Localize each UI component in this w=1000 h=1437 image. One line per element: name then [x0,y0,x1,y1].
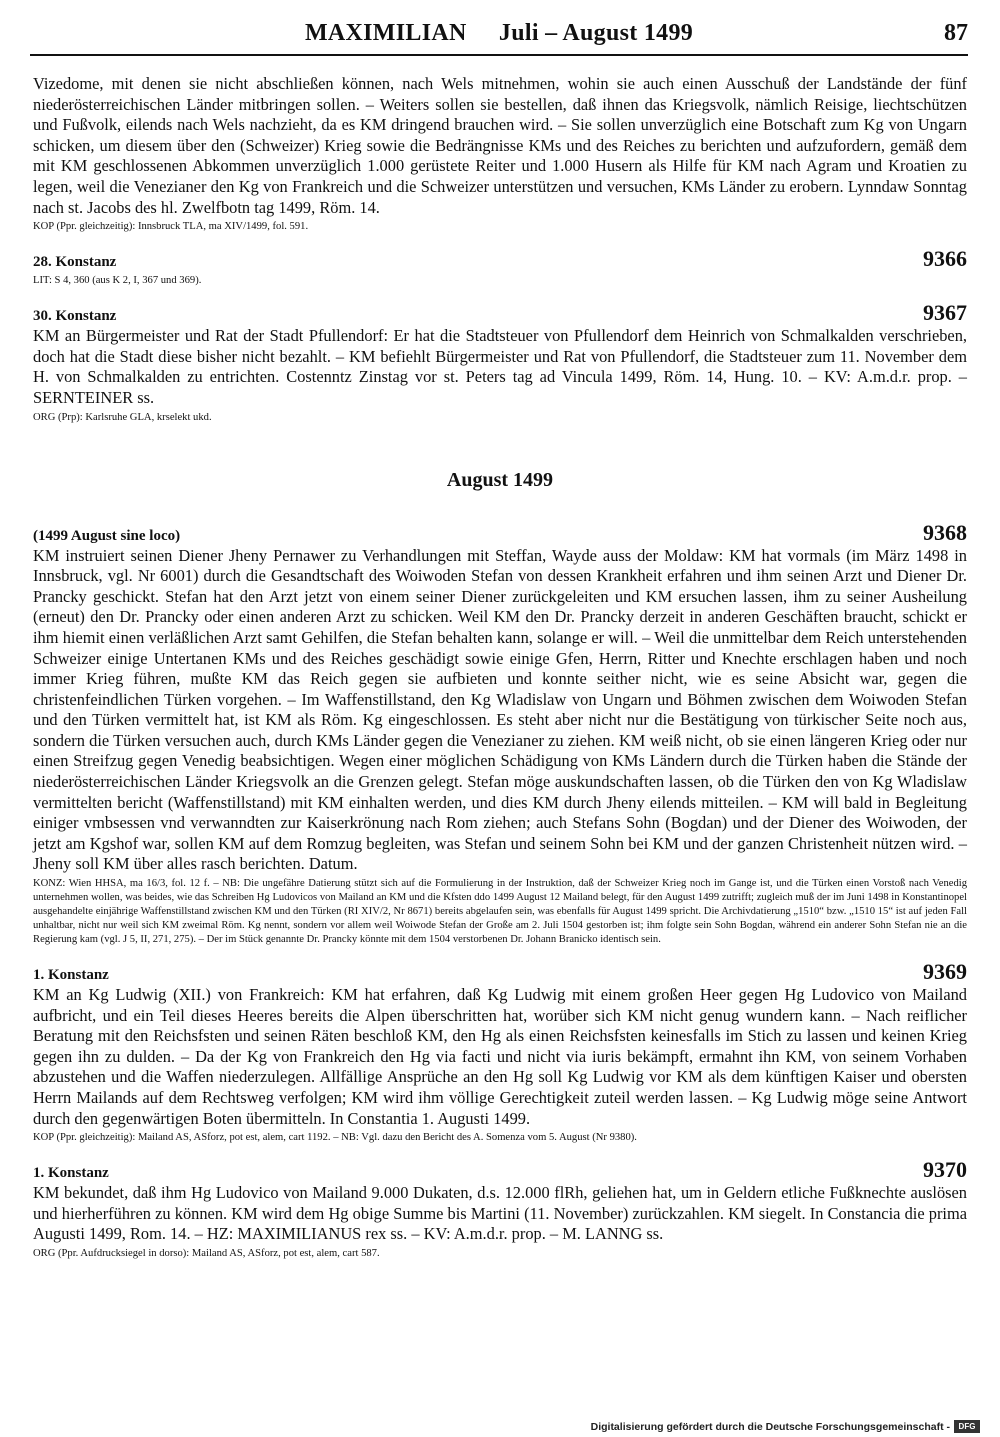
entry-source-9369: KOP (Ppr. gleichzeitig): Mailand AS, ASforz, pot est, alem, cart 1192. – NB: Vgl. dazu den Bericht des A. Somenza vom 5. August (Nr 9380). [33,1132,637,1144]
entry-number: 9367 [923,300,967,326]
entry-text-9368: KM instruiert seinen Diener Jheny Pernawer zu Verhandlungen mit Steffan, Wayde auss der Moldaw: KM hat vormals (im März 1498 in Innsbruck, vgl. Nr 6001) durch die Gesandtschaft des Woiwoden Stefan von dessen Krankheit erfahren und ihm seinen Arzt und Diener Dr. Prancky geschickt. Stefan hat den Arzt jetzt von einem seiner Diener zurückgeleiten und KM ersuchen lassen, ihm zu seiner Ausheilung (erneut) den Dr. Prancky oder einen anderen Arzt zu schicken. Weil KM den Dr. Prancky derzeit in anderen Geschäften braucht, schickt er ihm hiemit einen verläßlichen Arzt samt Gehilfen, die Stefan behalten kann, solange er will. – Weil die unmittelbar dem Reich unterstehenden Schweizer einige Untertanen KMs und des Reiches geschädigt sowie einige Gfen, Herrn, Ritter und Knechte erschlagen haben und noch immer Krieg führen, mußte KM das Reich gegen sie aufbieten und konnte seither nicht, wie es seine Absicht war, gegen die christenfeindlichen Türken vorgehen. – Im Waffenstillstand, den Kg Wladislaw von Ungarn und Böhmen zwischen dem Woiwoden Stefan und den Türken vermittelt hat, ist KM als Röm. Kg eingeschlossen. Es steht aber nicht nur die Bestätigung von türkischer Seite noch aus, sondern die Türken versuchen auch, durch KMs Länder gegen die Venezianer zu ziehen. KM weiß nicht, ob sie einen längeren Krieg oder nur einen Streifzug gegen Venedig beabsichtigen. Wegen einer möglichen Schädigung von KMs Ländern durch die Türken haben die Stände der niederösterreichischen Länder Kriegsvolk an die Grenzen gelegt. Stefan möge auskundschaften lassen, ob die Türken den von Kg Wladislaw vermittelten bericht (Waffenstillstand) mit KM einhalten werden, und dies KM durch Jheny eilends mitteilen. – KM will bald in Begleitung einiger vmbsessen vnd verwanndten zur Kaiserkrönung nach Rom ziehen; auch Stefans Sohn (Bogdan) und der Diener des Woiwoden, der jetzt am Kgshof war, sollen KM auf dem Romzug begleiten, was Stefan und seinem Sohn bei KM und der ganzen Christenheit nützen wird. – Jheny soll KM über alles rasch berichten. Datum. [33,545,967,874]
continuation-text: Vizedome, mit denen sie nicht abschließen können, nach Wels mitnehmen, wohin sie auch einen Ausschuß der Landstände der fünf niederösterreichischen Länder mitbringen sollen. – Weiters sollen sie bestellen, daß ihnen das Kriegsvolk, nämlich Reisige, liechtschützen und Fußvolk, eilends nach Wels nachzieht, da es KM dringend brauchen wird. – Sie sollen unverzüglich eine Botschaft zum Kg von Ungarn schicken, um diesem über den (Schweizer) Krieg sowie die Bedrängnisse KMs und des Reiches zu berichten und aufzufordern, gemäß dem mit KM geschlossenen Abkommen unverzüglich 1.000 gerüstete Reiter und 1.000 Husern als Hilfe für KM nach Agram und Kroatien zu legen, weil die Venezianer den Kg von Frankreich und die Schweizer unterstützen und versuchen, KMs Länder zu erobern. Lynndaw Sonntag nach st. Jacobs des hl. Zwelfbotn tag 1499, Röm. 14. [33,74,967,217]
running-header [30,20,968,56]
entry-place: 28. Konstanz [33,254,117,271]
entry-source-9368: KONZ: Wien HHSA, ma 16/3, fol. 12 f. – NB: Die ungefähre Datierung stützt sich auf die Formulierung in der Instruktion, daß der Schweizer Krieg noch im Gange ist, und die Türken einen Vorstoß nach Venedig unternehmen wollen, was beides, wie das Schreiben Hg Ludovicos von Mailand an KM und die Kfsten ddo 1499 August 12 Mailand belegt, für den August 1499 zutrifft; zugleich muß der im Juni 1498 in Konstantinopel ausgehandelte einjährige Waffenstillstand zwischen KM und den Türken (RI XIV/2, Nr 8671) bereits abgelaufen sein, was ebenfalls für August 1499 spricht. Die Archivdatierung „1510“ bzw. „1510 15“ ist auf jeden Fall unhaltbar, nicht nur weil sich KM zweimal Röm. Kg nennt, sondern vor allem weil Woiwode Stefan der Große am 2. Juli 1504 gestorben ist; ihm folgte sein Sohn Bogdan, während ein anderer Sohn Stefan nie an die Regierung kam (vgl. J 5, II, 271, 275). – Der im Stück genannte Dr. Prancky könnte mit dem 1504 verstorbenen Dr. Johann Branicko identisch sein. [33,878,967,946]
entry-number: 9370 [923,1157,967,1183]
entry-number: 9368 [923,519,967,545]
entry-place: (1499 August sine loco) [33,527,181,544]
entry-header-9367 [33,300,967,326]
footer-text: Digitalisierung gefördert durch die Deutsche Forschungsgemeinschaft - [590,1420,950,1433]
entry-number: 9366 [923,246,967,272]
entry-place: 30. Konstanz [33,308,117,325]
entry-header-9366 [33,246,967,272]
entry-place: 1. Konstanz [33,967,109,984]
entry-place: 1. Konstanz [33,1165,109,1182]
entry-header-9369 [33,959,967,985]
footer-credit [591,1420,980,1433]
main-column [33,74,967,1261]
entry-header-9368 [33,520,967,546]
header-subtitle: Juli – August 1499 [498,20,694,46]
dfg-logo-icon: DFG [954,1420,980,1433]
entry-source-9370: ORG (Ppr. Aufdrucksiegel in dorso): Mailand AS, ASforz, pot est, alem, cart 587. [33,1247,380,1259]
continuation-source: KOP (Ppr. gleichzeitig): Innsbruck TLA, ma XIV/1499, fol. 591. [33,221,309,233]
month-heading: August 1499 [446,468,554,491]
header-main-title: MAXIMILIAN [304,20,467,46]
header-title [30,20,968,47]
entry-text-9370: KM bekundet, daß ihm Hg Ludovico von Mailand 9.000 Dukaten, d.s. 12.000 flRh, geliehen hat, um in Geldern etliche Fußknechte auslösen und hierherführen zu können. KM wird dem Hg obige Summe bis Martini (11. November) zurückzahlen. KM siegelt. In Constancia die prima Augusti 1499, Rom. 14. – HZ: MAXIMILIANUS rex ss. – KV: A.m.d.r. prop. – M. LANNG ss. [33,1183,967,1244]
entry-text-9369: KM an Kg Ludwig (XII.) von Frankreich: KM hat erfahren, daß Kg Ludwig mit einem großen Heer gegen Hg Ludovico von Mailand aufbricht, und ein Teil dieses Heeres bereits die Alpen überschritten hat, worüber sich KM nicht genug wundern kann. – Nach reiflicher Beratung mit den Reichsfsten und seinen Räten beschloß KM, den Hg als einen Reichsfsten keinesfalls im Stich zu lassen und keinen Krieg gegen ihn zu dulden. – Da der Kg von Frankreich den Hg via facti und nicht via iuris bekämpft, ermahnt ihn KM, von seinem Vorhaben abzustehen und die Waffen niederzulegen. Allfällige Ansprüche an den Hg soll Kg Ludwig vor KM als dem künftigen Kaiser und obersten Herrn Mailands auf dem Rechtsweg verfolgen; KM wird ihm völlige Gerechtigkeit zuteil werden lassen. – Kg Ludwig möge seine Antwort durch den gegenwärtigen Boten übermitteln. In Constantia 1. Augusti 1499. [33,985,967,1128]
entry-source-9366: LIT: S 4, 360 (aus K 2, I, 367 und 369). [33,275,202,287]
entry-header-9370 [33,1157,967,1183]
entry-number: 9369 [923,959,967,985]
page-number: 87 [944,20,968,46]
entry-source-9367: ORG (Prp): Karlsruhe GLA, krselekt ukd. [33,411,212,423]
entry-text-9367: KM an Bürgermeister und Rat der Stadt Pfullendorf: Er hat die Stadtsteuer von Pfullendorf dem Heinrich von Schmalkalden verschrieben, doch hat die Stadt diese bisher nicht bezahlt. – KM befiehlt Bürgermeister und Rat von Pfullendorf, die Stadtsteuer zum 11. November dem H. von Schmalkalden zu entrichten. Costenntz Zinstag vor st. Peters tag ad Vincula 1499, Röm. 14, Hung. 10. – KV: A.m.d.r. prop. – SERNTEINER ss. [33,326,967,407]
